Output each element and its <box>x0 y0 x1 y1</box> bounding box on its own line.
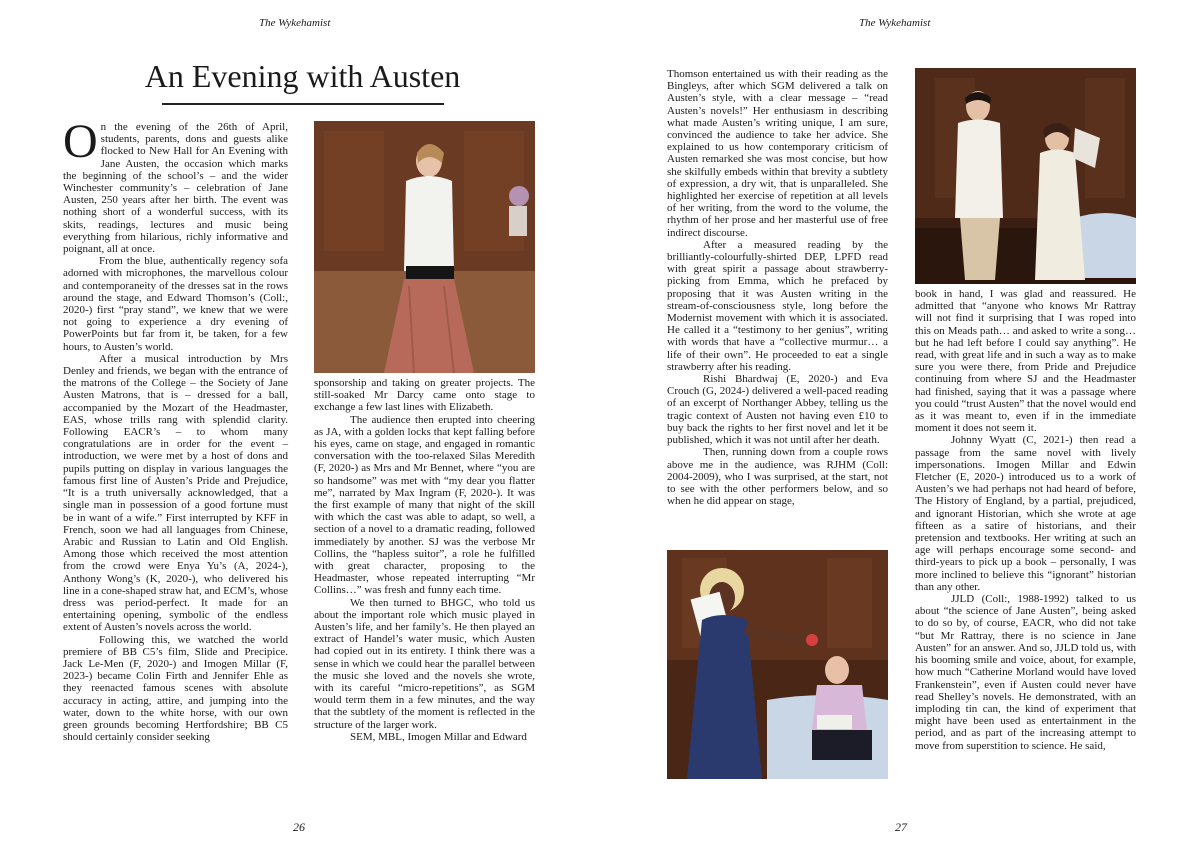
paragraph: SEM, MBL, Imogen Millar and Edward <box>350 730 527 743</box>
photo-reading-on-stage <box>667 550 888 779</box>
column-2 <box>314 377 535 743</box>
photo-actress-pink-skirt <box>314 121 535 373</box>
photo-illustration <box>667 550 888 779</box>
paragraph: Johnny Wyatt (C, 2021-) then read a passage from the same novel with lively impersonations. Imogen Millar and Edwin Fletcher (E, 2020-) introduced us to a work of Austen’s we had perhaps not had heard of before, The History of England, by a partial, prejudiced, and ignorant Historian, which she wrote at age fifteen as a satire of historians, and their pretension and textbooks. Her writing at such an age will perhaps encourage some second- and third-years to pick up a book – personally, I was more inclined to believe this “ignorant” historian than any other. <box>915 434 1136 593</box>
running-header-left: The Wykehamist <box>259 17 331 29</box>
right-page <box>600 0 1200 849</box>
paragraph: Rishi Bhardwaj (E, 2020-) and Eva Crouch (G, 2024-) delivered a well-paced reading of an excerpt of Northanger Abbey, telling us the tragic context of Austen not having even £10 to buy back the rights to her first novel and let it be published, which it was not until after her death. <box>667 373 888 447</box>
paragraph: book in hand, I was glad and reassured. He admitted that “anyone who knows Mr Rattray will not find it surprising that I was roped into this on Meads path… and asked to write a song… but he had left before I could say anything”. He read, with great life and in such a way as to make sure you were there, from Pride and Prejudice continuing from where SJ and the Headmaster had finished, saying that it was a passage where you could “trust Austen” that the novel would end as it was meant to, even if in the immediate moment it does not seem it. <box>915 288 1136 435</box>
column-3 <box>667 68 888 507</box>
paragraph: On the evening of the 26th of April, students, parents, dons and guests alike flocked to New Hall for An Evening with Jane Austen, the occasion which marks the beginning of the school’s – and the wider Winchester community’s – celebration of Jane Austen, 250 years after her birth. The event was nothing short of a wonderful success, with its skits, readings, lectures and music being everything from hilarious, richly informative and poignant, all at once. <box>63 115 288 256</box>
title-rule <box>162 103 444 105</box>
page-number-right: 27 <box>895 820 907 834</box>
article-title: An Evening with Austen <box>144 58 461 94</box>
photo-illustration <box>314 121 535 373</box>
paragraph: Then, running down from a couple rows above me in the audience, was RJHM (Coll: 2004-2009), who I was surprised, at the start, not to see with the other performers below, and so when he did appear on stage, <box>667 446 888 508</box>
running-header-right: The Wykehamist <box>859 17 931 29</box>
paragraph: After a musical introduction by Mrs Denley and friends, we began with the entrance of the matrons of the College – the Society of Jane Austen Matrons, that is – dressed for a ball, accompanied by the Mozart of the Headmaster, EAS, whose trills rang with splendid clarity. Following EACR’s – to whom many congratulations are in order for the event – introduction, we were met by a host of dons and pupils putting on display in various languages the famous first line of Austen’s Pride and Prejudice, “It is a truth universally acknowledged, that a single man in possession of a good fortune must be in want of a wife.” First interrupted by KFF in French, soon we had all languages from Chinese, Arabic and Russian to Latin and Old English. Among those which received the most attention from the crowd were Enya Yu’s (A, 2024-), Anthony Wong’s (K, 2020-), who delivered his line in a cone-shaped straw hat, and ECM’s, whose dress was period-perfect. It made for an entertaining opening, symbolic of the endless extent of Austen’s novels across the world. <box>63 352 288 634</box>
photo-illustration <box>915 68 1136 284</box>
paragraph: We then turned to BHGC, who told us about the important role which music played in Austen’s life, and her family’s. He then played an extract of Handel’s water music, which Austen had copied out in its entirety. I think there was a sense in which we could hear the parallel between the music she loved and the novels she wrote, with its careful “micro-repetitions”, as SGM would term them in a few minutes, and the way that the subtlety of the moment is reflected in the structure of the larger work. <box>314 596 535 731</box>
paragraph: Thomson entertained us with their reading as the Bingleys, after which SGM delivered a talk on Austen’s style, with a clear message – “read Austen’s novels!” Her enthusiasm in describing what made Austen’s writing unique, I am sure, convinced the audience to take her advice. She explained to us how contemporary criticism of Austen remarked she was most concise, but how she skilfully embeds within that brevity a subtlety of expression, a dry wit, that is unparalleled. She highlighted her exercise of repetition at all levels of her writing, from the word to the volume, the rhythm of her prose and her masterful use of free indirect discourse. <box>667 68 888 239</box>
paragraph: The audience then erupted into cheering as JA, with a golden locks that kept falling before his eyes, came on stage, and engaged in romantic conversation with the too-relaxed Silas Meredith (F, 2020-) as Mrs and Mr Bennet, where “you are so handsome” was met with “my dear you flatter me”, narrated by Max Ingram (F, 2020-). It was the first example of many that night of the skill with which the cast was able to adapt, so well, a section of a novel to a dramatic reading, followed immediately by another. SJ was the verbose Mr Collins, the “hapless suitor”, a role he fulfilled with great character, proposing to the Headmaster, whose repeated interrupting “Mr Collins…” was fresh and funny each time. <box>314 413 535 597</box>
paragraph: From the blue, authentically regency sofa adorned with microphones, the marvellous colour and contemporaneity of the dresses sat in the rows around the stage, and Edward Thomson’s (Coll:, 2020-) first “pray stand”, we knew that we were not going to experience a dry evening of PowerPoints but far from it, be taken, for a few hours, to Austen’s world. <box>63 255 288 353</box>
paragraph: JJLD (Coll:, 1988-1992) talked to us about “the science of Jane Austen”, being asked to do so by, of course, EACR, who did not take “but Mr Rattray, there is no science in Jane Austen” for an answer. And so, JJLD told us, with his booming smile and voice, about, for example, how much “Catherine Morland would have loved Frankenstein”, even if Austen could never have read Shelley’s novels. He demonstrated, with an imploding tin can, the kind of experiment that might have been used as entertainment in the period, and as part of the increasing attempt to move from superstition to science. He said, <box>915 593 1136 752</box>
paragraph: sponsorship and taking on greater projects. The still-soaked Mr Darcy came onto stage to exchange a few last lines with Elizabeth. <box>314 377 535 414</box>
column-4 <box>915 288 1136 752</box>
page-number-left: 26 <box>293 820 305 834</box>
paragraph: Following this, we watched the world premiere of BB C5’s film, Slide and Precipice. Jack Le-Men (F, 2020-) and Imogen Millar (F, 2023-) became Colin Firth and Jennifer Ehle as they reenacted famous scenes with absolute accuracy in acting, attire, and jumping into the water, down to the white horse, with our own green grounds becoming Hertfordshire; BB C5 should certainly consider seeking <box>63 633 288 744</box>
paragraph: After a measured reading by the brilliantly-colourfully-shirted DEP, LPFD read with great spirit a passage about strawberry-picking from Emma, which he prefaced by proposing that it was Austen writing in the stream-of-consciousness style, long before the Modernist movement with which it is associated. He called it a “testimony to her genius”, writing with words that have a “collective murmur… a life of their own”. He proceeded to eat a single strawberry after his reading. <box>667 238 888 373</box>
photo-couple-on-stage <box>915 68 1136 284</box>
column-1 <box>63 115 288 744</box>
drop-cap: O <box>63 115 98 168</box>
